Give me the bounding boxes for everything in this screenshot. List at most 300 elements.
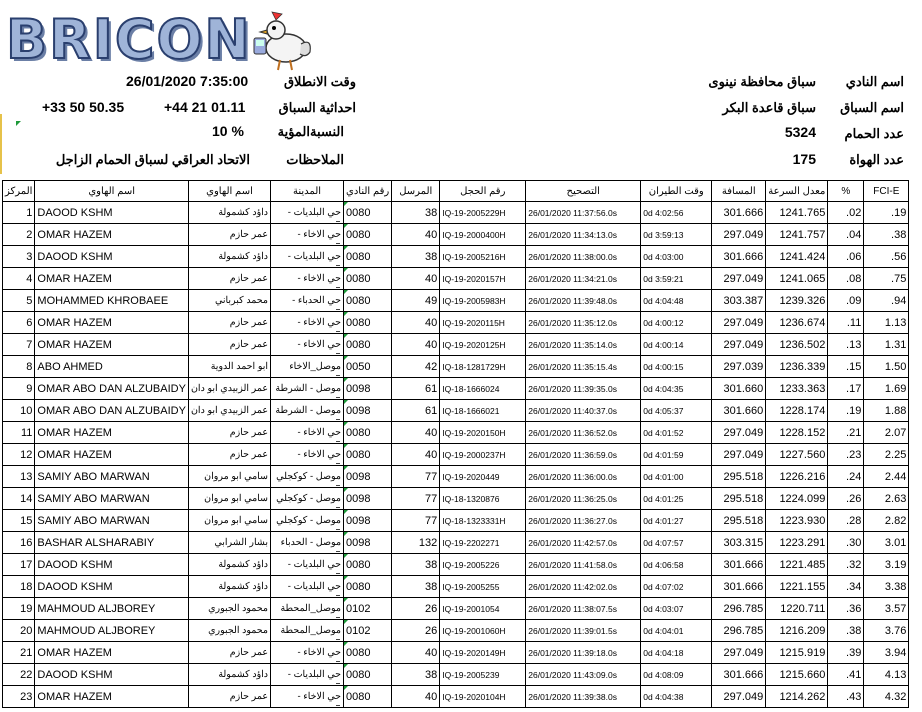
cell-city: حي الاخاء -: [271, 334, 344, 356]
column-header-speed: معدل السرعة: [766, 181, 828, 202]
cell-sent: 61: [392, 400, 440, 422]
cell-sent: 77: [392, 488, 440, 510]
cell-flight-time: 0d 4:00:15: [641, 356, 712, 378]
table-row: [3, 202, 909, 224]
cell-percent: .19: [828, 400, 864, 422]
cell-rank: 20: [3, 620, 35, 642]
cell-fci-e: 4.13: [864, 664, 909, 686]
cell-speed: 1215.660: [766, 664, 828, 686]
cell-city: موصل_المحطة: [271, 598, 344, 620]
column-header-flight-time: وقت الطيران: [641, 181, 712, 202]
cell-club-number: 0102: [344, 620, 392, 642]
cell-ring-number: IQ-18-1666021: [440, 400, 526, 422]
cell-fancier-name-ar: عمر حازم: [188, 224, 270, 246]
coord-lon: +33 50 50.35: [42, 99, 125, 115]
cell-distance: 297.049: [712, 642, 766, 664]
cell-percent: .24: [828, 466, 864, 488]
cell-ring-number: IQ-19-2000237H: [440, 444, 526, 466]
cell-fancier-name-ar: داؤد كشمولة: [188, 664, 270, 686]
cell-fancier-name-en: DAOOD KSHM: [35, 664, 189, 686]
table-row: [3, 334, 909, 356]
cell-fci-e: 3.01: [864, 532, 909, 554]
cell-fancier-name-en: MAHMOUD ALJBOREY: [35, 620, 189, 642]
cell-fancier-name-ar: عمر حازم: [188, 422, 270, 444]
table-row: [3, 642, 909, 664]
cell-distance: 297.049: [712, 686, 766, 708]
cell-rank: 1: [3, 202, 35, 224]
cell-city: موصل - الحدباء: [271, 532, 344, 554]
notes-label: الملاحظات: [286, 152, 344, 167]
cell-fci-e: 3.19: [864, 554, 909, 576]
cell-sent: 42: [392, 356, 440, 378]
cell-corrected-time: 26/01/2020 11:36:52.0s: [526, 422, 641, 444]
cell-flight-time: 0d 4:04:35: [641, 378, 712, 400]
cell-fci-e: 3.57: [864, 598, 909, 620]
cell-distance: 301.666: [712, 576, 766, 598]
cell-corrected-time: 26/01/2020 11:35:12.0s: [526, 312, 641, 334]
cell-fancier-name-en: OMAR HAZEM: [35, 422, 189, 444]
cell-percent: .34: [828, 576, 864, 598]
cell-speed: 1228.152: [766, 422, 828, 444]
fanciers-value: 175: [792, 151, 816, 167]
club-label: اسم النادي: [845, 74, 904, 89]
cell-fci-e: .19: [864, 202, 909, 224]
cell-sent: 38: [392, 246, 440, 268]
cell-sent: 26: [392, 598, 440, 620]
cell-speed: 1220.711: [766, 598, 828, 620]
cell-city: حي الاخاء -: [271, 312, 344, 334]
cell-fancier-name-ar: بشار الشرابي: [188, 532, 270, 554]
cell-rank: 11: [3, 422, 35, 444]
cell-flight-time: 0d 4:04:38: [641, 686, 712, 708]
cell-fancier-name-en: OMAR ABO DAN ALZUBAIDY: [35, 400, 189, 422]
cell-flight-time: 0d 4:05:37: [641, 400, 712, 422]
cell-percent: .43: [828, 686, 864, 708]
cell-flight-time: 0d 4:03:07: [641, 598, 712, 620]
cell-percent: .17: [828, 378, 864, 400]
cell-rank: 13: [3, 466, 35, 488]
start-value: 26/01/2020 7:35:00: [126, 73, 249, 89]
cell-distance: 301.660: [712, 400, 766, 422]
cell-fci-e: 1.13: [864, 312, 909, 334]
cell-fci-e: 3.94: [864, 642, 909, 664]
cell-corrected-time: 26/01/2020 11:39:35.0s: [526, 378, 641, 400]
cell-flight-time: 0d 4:08:09: [641, 664, 712, 686]
cell-club-number: 0080: [344, 422, 392, 444]
cell-city: حي الاخاء -: [271, 422, 344, 444]
cell-distance: 303.387: [712, 290, 766, 312]
cell-distance: 295.518: [712, 510, 766, 532]
cell-speed: 1241.065: [766, 268, 828, 290]
cell-distance: 297.049: [712, 312, 766, 334]
cell-city: حي الاخاء -: [271, 686, 344, 708]
cell-distance: 297.049: [712, 224, 766, 246]
cell-flight-time: 0d 4:01:25: [641, 488, 712, 510]
cell-ring-number: IQ-19-2020115H: [440, 312, 526, 334]
cell-sent: 38: [392, 664, 440, 686]
cell-ring-number: IQ-19-2020125H: [440, 334, 526, 356]
cell-fancier-name-ar: داؤد كشمولة: [188, 576, 270, 598]
cell-fancier-name-en: MOHAMMED KHROBAEE: [35, 290, 189, 312]
cell-marker-icon: [16, 121, 21, 126]
cell-distance: 295.518: [712, 488, 766, 510]
cell-rank: 19: [3, 598, 35, 620]
column-header-percent: %: [828, 181, 864, 202]
cell-city: موصل_الاخاء: [271, 356, 344, 378]
cell-corrected-time: 26/01/2020 11:39:18.0s: [526, 642, 641, 664]
cell-city: حي البلديات -: [271, 202, 344, 224]
cell-sent: 38: [392, 202, 440, 224]
coords-label: احداثية السباق: [278, 100, 356, 115]
cell-fancier-name-ar: عمر الزبيدي ابو دان: [188, 400, 270, 422]
cell-speed: 1233.363: [766, 378, 828, 400]
cell-city: حي البلديات -: [271, 576, 344, 598]
column-header-ring-number: رقم الحجل: [440, 181, 526, 202]
cell-speed: 1223.291: [766, 532, 828, 554]
table-row: [3, 422, 909, 444]
cell-percent: .32: [828, 554, 864, 576]
cell-corrected-time: 26/01/2020 11:34:13.0s: [526, 224, 641, 246]
cell-city: حي البلديات -: [271, 246, 344, 268]
cell-sent: 40: [392, 444, 440, 466]
cell-percent: .09: [828, 290, 864, 312]
cell-speed: 1223.930: [766, 510, 828, 532]
cell-speed: 1221.485: [766, 554, 828, 576]
cell-rank: 16: [3, 532, 35, 554]
cell-percent: .23: [828, 444, 864, 466]
cell-distance: 297.049: [712, 422, 766, 444]
cell-speed: 1236.674: [766, 312, 828, 334]
cell-fci-e: 2.07: [864, 422, 909, 444]
cell-fancier-name-en: ABO AHMED: [35, 356, 189, 378]
cell-fci-e: 2.82: [864, 510, 909, 532]
results-table: [2, 180, 909, 708]
cell-fancier-name-ar: سامي ابو مروان: [188, 488, 270, 510]
cell-fancier-name-ar: عمر حازم: [188, 642, 270, 664]
cell-fci-e: 2.25: [864, 444, 909, 466]
cell-distance: 301.666: [712, 246, 766, 268]
cell-sent: 40: [392, 334, 440, 356]
cell-fancier-name-ar: عمر حازم: [188, 268, 270, 290]
cell-club-number: 0080: [344, 202, 392, 224]
cell-city: حي الحدباء -: [271, 290, 344, 312]
cell-fci-e: 4.32: [864, 686, 909, 708]
cell-city: موصل - كوكجلي: [271, 488, 344, 510]
cell-ring-number: IQ-18-1320876: [440, 488, 526, 510]
cell-rank: 8: [3, 356, 35, 378]
table-row: [3, 664, 909, 686]
cell-flight-time: 0d 4:01:59: [641, 444, 712, 466]
cell-fancier-name-en: OMAR HAZEM: [35, 334, 189, 356]
cell-distance: 297.049: [712, 444, 766, 466]
table-row: [3, 224, 909, 246]
cell-flight-time: 0d 4:07:02: [641, 576, 712, 598]
cell-ring-number: IQ-19-2001060H: [440, 620, 526, 642]
cell-corrected-time: 26/01/2020 11:35:14.0s: [526, 334, 641, 356]
cell-fancier-name-en: SAMIY ABO MARWAN: [35, 510, 189, 532]
cell-distance: 301.666: [712, 202, 766, 224]
cell-ring-number: IQ-19-2202271: [440, 532, 526, 554]
cell-speed: 1241.424: [766, 246, 828, 268]
cell-distance: 295.518: [712, 466, 766, 488]
cell-rank: 18: [3, 576, 35, 598]
table-row: [3, 488, 909, 510]
cell-corrected-time: 26/01/2020 11:36:27.0s: [526, 510, 641, 532]
cell-rank: 5: [3, 290, 35, 312]
cell-percent: .02: [828, 202, 864, 224]
cell-fancier-name-en: DAOOD KSHM: [35, 202, 189, 224]
table-row: [3, 532, 909, 554]
cell-distance: 296.785: [712, 598, 766, 620]
column-header-rank: المركز: [3, 181, 35, 202]
cell-percent: .28: [828, 510, 864, 532]
cell-rank: 22: [3, 664, 35, 686]
percent-label: النسبةالمؤية: [277, 124, 344, 139]
cell-fci-e: 3.38: [864, 576, 909, 598]
cell-speed: 1236.502: [766, 334, 828, 356]
pigeons-label: عدد الحمام: [844, 126, 904, 141]
cell-rank: 23: [3, 686, 35, 708]
column-header-fancier-name-ar: اسم الهاوي: [188, 181, 270, 202]
cell-fci-e: 1.88: [864, 400, 909, 422]
cell-rank: 10: [3, 400, 35, 422]
cell-rank: 9: [3, 378, 35, 400]
cell-percent: .41: [828, 664, 864, 686]
cell-flight-time: 0d 4:01:52: [641, 422, 712, 444]
cell-ring-number: IQ-18-1666024: [440, 378, 526, 400]
cell-speed: 1226.216: [766, 466, 828, 488]
table-header-row: [3, 181, 909, 202]
cell-fancier-name-en: OMAR HAZEM: [35, 268, 189, 290]
cell-sent: 26: [392, 620, 440, 642]
cell-ring-number: IQ-19-2020104H: [440, 686, 526, 708]
cell-city: حي الاخاء -: [271, 642, 344, 664]
cell-fci-e: .75: [864, 268, 909, 290]
cell-city: حي الاخاء -: [271, 224, 344, 246]
cell-club-number: 0050: [344, 356, 392, 378]
cell-fancier-name-ar: محمود الجبوري: [188, 598, 270, 620]
cell-speed: 1227.560: [766, 444, 828, 466]
cell-ring-number: IQ-19-2005229H: [440, 202, 526, 224]
cell-percent: .08: [828, 268, 864, 290]
cell-fancier-name-en: OMAR HAZEM: [35, 444, 189, 466]
cell-distance: 296.785: [712, 620, 766, 642]
cell-speed: 1221.155: [766, 576, 828, 598]
cell-city: موصل - كوكجلي: [271, 466, 344, 488]
cell-sent: 40: [392, 422, 440, 444]
cell-distance: 297.039: [712, 356, 766, 378]
cell-club-number: 0080: [344, 444, 392, 466]
cell-corrected-time: 26/01/2020 11:42:02.0s: [526, 576, 641, 598]
cell-speed: 1224.099: [766, 488, 828, 510]
column-header-corrected-time: التصحيح: [526, 181, 641, 202]
race-label: اسم السباق: [840, 100, 904, 115]
cell-fancier-name-ar: عمر حازم: [188, 444, 270, 466]
cell-club-number: 0080: [344, 642, 392, 664]
cell-city: موصل - الشرطة: [271, 400, 344, 422]
cell-flight-time: 0d 3:59:21: [641, 268, 712, 290]
cell-club-number: 0080: [344, 290, 392, 312]
cell-rank: 2: [3, 224, 35, 246]
cell-corrected-time: 26/01/2020 11:43:09.0s: [526, 664, 641, 686]
cell-ring-number: IQ-19-2020157H: [440, 268, 526, 290]
cell-ring-number: IQ-19-2020149H: [440, 642, 526, 664]
cell-flight-time: 0d 4:04:18: [641, 642, 712, 664]
cell-speed: 1215.919: [766, 642, 828, 664]
cell-club-number: 0080: [344, 268, 392, 290]
cell-rank: 15: [3, 510, 35, 532]
cell-city: موصل - الشرطة: [271, 378, 344, 400]
cell-fancier-name-ar: داؤد كشمولة: [188, 202, 270, 224]
start-label: وقت الانطلاق: [283, 74, 356, 89]
cell-fci-e: .94: [864, 290, 909, 312]
cell-corrected-time: 26/01/2020 11:39:38.0s: [526, 686, 641, 708]
cell-sent: 40: [392, 686, 440, 708]
cell-fancier-name-en: DAOOD KSHM: [35, 554, 189, 576]
cell-fci-e: 1.69: [864, 378, 909, 400]
cell-city: حي البلديات -: [271, 664, 344, 686]
cell-flight-time: 0d 4:03:00: [641, 246, 712, 268]
cell-fancier-name-en: OMAR ABO DAN ALZUBAIDY: [35, 378, 189, 400]
cell-ring-number: IQ-19-2020449: [440, 466, 526, 488]
cell-flight-time: 0d 4:04:48: [641, 290, 712, 312]
cell-fci-e: .38: [864, 224, 909, 246]
cell-ring-number: IQ-19-2005216H: [440, 246, 526, 268]
cell-city: حي الاخاء -: [271, 444, 344, 466]
cell-flight-time: 0d 4:00:12: [641, 312, 712, 334]
percent-value: 10 %: [212, 123, 244, 139]
cell-city: حي البلديات -: [271, 554, 344, 576]
cell-corrected-time: 26/01/2020 11:34:21.0s: [526, 268, 641, 290]
cell-fancier-name-ar: داؤد كشمولة: [188, 246, 270, 268]
cell-fci-e: 1.50: [864, 356, 909, 378]
table-row: [3, 686, 909, 708]
cell-fancier-name-en: OMAR HAZEM: [35, 686, 189, 708]
cell-percent: .30: [828, 532, 864, 554]
cell-fancier-name-en: OMAR HAZEM: [35, 642, 189, 664]
cell-flight-time: 0d 3:59:13: [641, 224, 712, 246]
cell-fancier-name-ar: سامي ابو مروان: [188, 510, 270, 532]
cell-corrected-time: 26/01/2020 11:37:56.0s: [526, 202, 641, 224]
cell-fancier-name-en: OMAR HAZEM: [35, 312, 189, 334]
column-header-sent: المرسل: [392, 181, 440, 202]
cell-percent: .04: [828, 224, 864, 246]
pigeon-mascot-icon: [246, 8, 316, 72]
column-header-fci-e: FCI-E: [864, 181, 909, 202]
cell-fancier-name-ar: عمر الزبيدي ابو دان: [188, 378, 270, 400]
cell-percent: .06: [828, 246, 864, 268]
cell-rank: 14: [3, 488, 35, 510]
cell-fancier-name-ar: سامي ابو مروان: [188, 466, 270, 488]
cell-fancier-name-en: OMAR HAZEM: [35, 224, 189, 246]
table-row: [3, 378, 909, 400]
cell-city: موصل_المحطة: [271, 620, 344, 642]
column-header-distance: المسافة: [712, 181, 766, 202]
cell-fancier-name-ar: عمر حازم: [188, 686, 270, 708]
column-header-city: المدينة: [271, 181, 344, 202]
cell-city: موصل - كوكجلي: [271, 510, 344, 532]
cell-flight-time: 0d 4:01:00: [641, 466, 712, 488]
cell-sent: 38: [392, 554, 440, 576]
cell-rank: 7: [3, 334, 35, 356]
cell-distance: 301.666: [712, 664, 766, 686]
table-row: [3, 510, 909, 532]
column-header-fancier-name-en: اسم الهاوي: [35, 181, 189, 202]
cell-rank: 12: [3, 444, 35, 466]
cell-corrected-time: 26/01/2020 11:41:58.0s: [526, 554, 641, 576]
cell-fci-e: .56: [864, 246, 909, 268]
cell-fci-e: 1.31: [864, 334, 909, 356]
cell-fancier-name-ar: ابو احمد الدوية: [188, 356, 270, 378]
notes-value: الاتحاد العراقي لسباق الحمام الزاجل: [55, 152, 250, 167]
cell-sent: 49: [392, 290, 440, 312]
cell-percent: .13: [828, 334, 864, 356]
cell-flight-time: 0d 4:07:57: [641, 532, 712, 554]
cell-flight-time: 0d 4:01:27: [641, 510, 712, 532]
cell-ring-number: IQ-19-2020150H: [440, 422, 526, 444]
cell-flight-time: 0d 4:06:58: [641, 554, 712, 576]
cell-speed: 1236.339: [766, 356, 828, 378]
cell-ring-number: IQ-19-2000400H: [440, 224, 526, 246]
race-value: سباق قاعدة البكر: [722, 100, 816, 115]
cell-ring-number: IQ-19-2005255: [440, 576, 526, 598]
cell-speed: 1216.209: [766, 620, 828, 642]
table-row: [3, 400, 909, 422]
cell-corrected-time: 26/01/2020 11:39:48.0s: [526, 290, 641, 312]
cell-distance: 301.666: [712, 554, 766, 576]
cell-club-number: 0080: [344, 246, 392, 268]
cell-flight-time: 0d 4:04:01: [641, 620, 712, 642]
cell-rank: 4: [3, 268, 35, 290]
cell-club-number: 0098: [344, 510, 392, 532]
coord-lat: +44 21 01.11: [164, 99, 246, 115]
cell-percent: .38: [828, 620, 864, 642]
table-row: [3, 598, 909, 620]
cell-speed: 1239.326: [766, 290, 828, 312]
cell-rank: 21: [3, 642, 35, 664]
cell-sent: 40: [392, 312, 440, 334]
cell-fancier-name-en: MAHMOUD ALJBOREY: [35, 598, 189, 620]
cell-fancier-name-ar: داؤد كشمولة: [188, 554, 270, 576]
bricon-logo: [6, 4, 316, 74]
column-header-club-number: رقم النادي: [344, 181, 392, 202]
cell-percent: .36: [828, 598, 864, 620]
cell-fci-e: 3.76: [864, 620, 909, 642]
cell-ring-number: IQ-19-2005226: [440, 554, 526, 576]
cell-speed: 1228.174: [766, 400, 828, 422]
cell-corrected-time: 26/01/2020 11:40:37.0s: [526, 400, 641, 422]
cell-flight-time: 0d 4:02:56: [641, 202, 712, 224]
cell-fancier-name-ar: عمر حازم: [188, 334, 270, 356]
cell-sent: 40: [392, 268, 440, 290]
cell-club-number: 0080: [344, 576, 392, 598]
cell-corrected-time: 26/01/2020 11:39:01.5s: [526, 620, 641, 642]
table-row: [3, 268, 909, 290]
cell-sent: 132: [392, 532, 440, 554]
cell-fancier-name-ar: محمد كبرباني: [188, 290, 270, 312]
cell-rank: 17: [3, 554, 35, 576]
cell-sent: 40: [392, 642, 440, 664]
cell-club-number: 0098: [344, 488, 392, 510]
cell-ring-number: IQ-19-2005983H: [440, 290, 526, 312]
cell-distance: 303.315: [712, 532, 766, 554]
cell-speed: 1241.765: [766, 202, 828, 224]
cell-corrected-time: 26/01/2020 11:35:15.4s: [526, 356, 641, 378]
cell-ring-number: IQ-19-2005239: [440, 664, 526, 686]
cell-percent: .11: [828, 312, 864, 334]
table-row: [3, 312, 909, 334]
cell-fci-e: 2.44: [864, 466, 909, 488]
